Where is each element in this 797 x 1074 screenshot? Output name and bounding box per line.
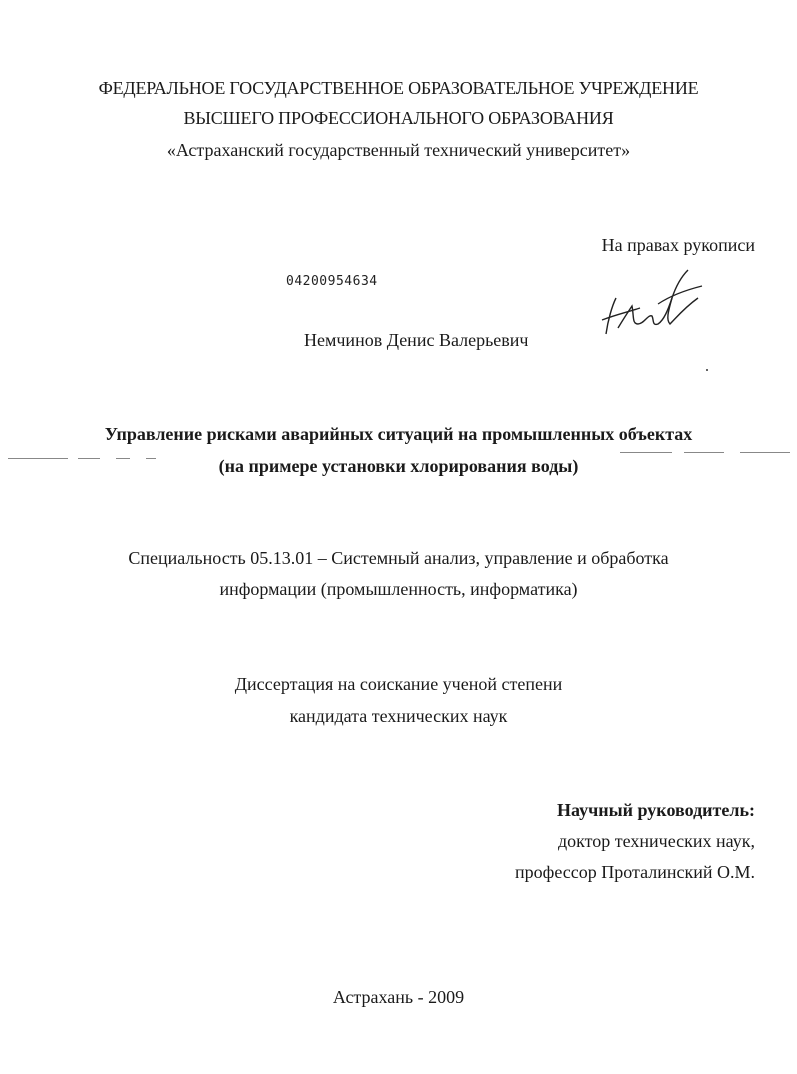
manuscript-note: На правах рукописи: [601, 235, 755, 255]
scan-line-left-4: [146, 458, 156, 459]
supervisor-name: профессор Проталинский О.М.: [515, 862, 755, 882]
institution-line-2: ВЫСШЕГО ПРОФЕССИОНАЛЬНОГО ОБРАЗОВАНИЯ: [183, 108, 614, 128]
scan-line-left-3: [116, 458, 130, 459]
dissertation-title-line-1: Управление рисками аварийных ситуаций на промышленных объектах: [104, 424, 693, 444]
scan-line-right-3: [740, 452, 790, 453]
author-name: Немчинов Денис Валерьевич: [304, 330, 529, 350]
specialty-line-2: информации (промышленность, информатика): [219, 579, 578, 599]
scan-speck: [706, 369, 708, 371]
supervisor-heading: Научный руководитель:: [557, 800, 755, 820]
scan-line-left-2: [78, 458, 100, 459]
handwritten-signature: [598, 268, 708, 348]
supervisor-rank: доктор технических наук,: [558, 831, 755, 851]
specialty-line-1: Специальность 05.13.01 – Системный анализ, управление и обработка: [128, 548, 669, 568]
scan-line-right-2: [684, 452, 724, 453]
registration-code: 04200954634: [286, 274, 378, 289]
university-name: «Астраханский государственный технический университет»: [166, 140, 631, 160]
scan-line-left-1: [8, 458, 68, 459]
institution-line-1: ФЕДЕРАЛЬНОЕ ГОСУДАРСТВЕННОЕ ОБРАЗОВАТЕЛЬНОЕ УЧРЕЖДЕНИЕ: [98, 78, 699, 98]
degree-line-2: кандидата технических наук: [289, 706, 508, 726]
city-year: Астрахань - 2009: [332, 987, 465, 1007]
dissertation-title-line-2: (на примере установки хлорирования воды): [218, 456, 579, 476]
scan-line-right-1: [620, 452, 672, 453]
degree-line-1: Диссертация на соискание ученой степени: [234, 674, 563, 694]
